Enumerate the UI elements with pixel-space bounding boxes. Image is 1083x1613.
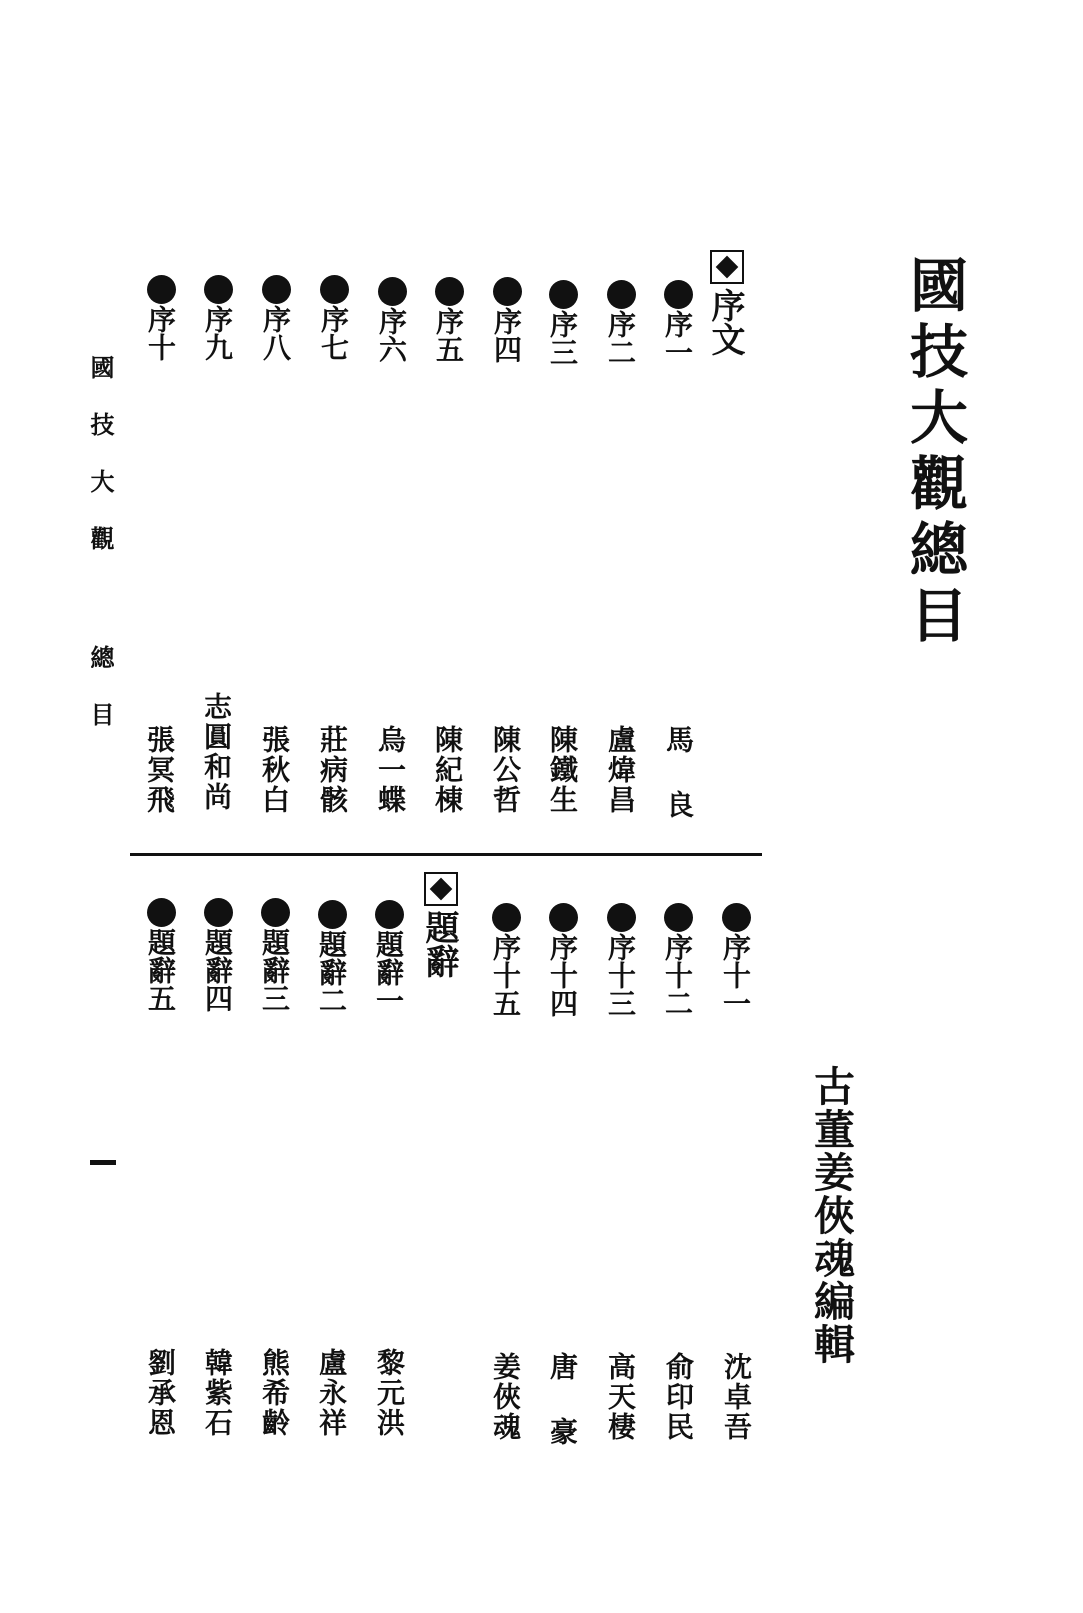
bullet-dot-icon <box>262 275 291 304</box>
bullet-dot-icon <box>493 277 522 306</box>
bullet-dot-icon <box>261 898 290 927</box>
diamond-box-icon <box>424 872 458 906</box>
entry-author: 熊希齡 <box>258 1348 291 1438</box>
entry-label: 序十一 <box>719 933 752 1017</box>
entry-author: 姜俠魂 <box>489 1352 522 1442</box>
bullet-dot-icon <box>664 280 693 309</box>
entry-label: 序八 <box>259 305 292 361</box>
entry-author: 陳鐵生 <box>546 725 579 815</box>
entry-author: 唐 豪 <box>546 1352 579 1447</box>
bullet-dot-icon <box>607 280 636 309</box>
entry-author: 盧煒昌 <box>604 725 637 815</box>
editor-credit: 古董姜俠魂編輯 <box>807 1065 855 1366</box>
entry-author: 烏一蝶 <box>374 725 407 815</box>
bullet-dot-icon <box>549 280 578 309</box>
bullet-dot-icon <box>722 903 751 932</box>
entry-label: 題辭二 <box>315 930 348 1014</box>
entry-label: 序十 <box>144 305 177 361</box>
entry-author: 沈卓吾 <box>720 1352 753 1442</box>
entry-label: 序十二 <box>661 933 694 1017</box>
entry-author: 馬 良 <box>662 725 695 820</box>
bullet-dot-icon <box>375 900 404 929</box>
bullet-dot-icon <box>607 903 636 932</box>
page-title: 國技大觀總目 <box>900 255 968 651</box>
entry-label: 序三 <box>546 310 579 366</box>
diamond-box-icon <box>710 250 744 284</box>
bullet-dot-icon <box>549 903 578 932</box>
entry-author: 莊病骸 <box>316 725 349 815</box>
entry-author: 高天棲 <box>604 1352 637 1442</box>
bullet-dot-icon <box>204 275 233 304</box>
entry-author: 韓紫石 <box>201 1348 234 1438</box>
bullet-dot-icon <box>147 898 176 927</box>
entry-author: 張冥飛 <box>143 725 176 815</box>
entry-label: 序四 <box>490 307 523 363</box>
entry-label: 序二 <box>604 310 637 366</box>
entry-author: 張秋白 <box>258 725 291 815</box>
entry-label: 序十四 <box>546 933 579 1017</box>
entry-label: 序十五 <box>489 933 522 1017</box>
section-label: 題辭 <box>419 910 459 978</box>
bullet-dot-icon <box>147 275 176 304</box>
entry-label: 題辭五 <box>144 928 177 1012</box>
section-label: 序文 <box>705 288 745 356</box>
entry-author: 盧永祥 <box>315 1348 348 1438</box>
bullet-dot-icon <box>320 275 349 304</box>
bullet-dot-icon <box>435 277 464 306</box>
entry-label: 序七 <box>317 305 350 361</box>
entry-label: 題辭一 <box>372 930 405 1014</box>
entry-author: 俞印民 <box>662 1352 695 1442</box>
entry-label: 序六 <box>375 307 408 363</box>
bullet-dot-icon <box>318 900 347 929</box>
bullet-dot-icon <box>492 903 521 932</box>
bullet-dot-icon <box>664 903 693 932</box>
entry-label: 序九 <box>201 305 234 361</box>
bullet-dot-icon <box>204 898 233 927</box>
entry-author: 陳紀棟 <box>431 725 464 815</box>
entry-author: 志圓和尚 <box>200 692 233 812</box>
entry-label: 序五 <box>432 307 465 363</box>
entry-author: 黎元洪 <box>373 1348 406 1438</box>
entry-label: 題辭四 <box>201 928 234 1012</box>
entry-label: 序十三 <box>604 933 637 1017</box>
entry-author: 劉承恩 <box>144 1348 177 1438</box>
entry-author: 陳公哲 <box>489 725 522 815</box>
bullet-dot-icon <box>378 277 407 306</box>
running-head: 國技大觀 總目 <box>86 355 115 759</box>
entry-label: 序一 <box>661 310 694 366</box>
page-number <box>90 1160 116 1165</box>
section-divider <box>130 853 762 856</box>
entry-label: 題辭三 <box>258 928 291 1012</box>
